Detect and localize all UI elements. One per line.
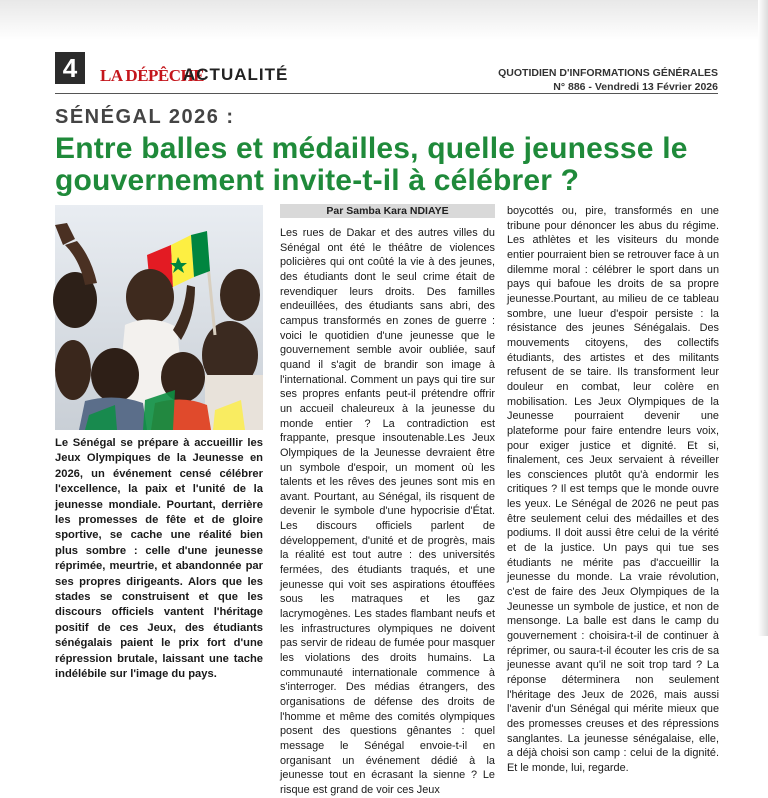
issue-line: N° 886 - Vendredi 13 Février 2026 (553, 81, 718, 93)
page-edge-shadow (758, 0, 768, 636)
article-photo (55, 205, 263, 430)
section-title: ACTUALITÉ (183, 65, 289, 84)
publication-line: QUOTIDIEN D'INFORMATIONS GÉNÉRALES (498, 67, 718, 79)
article-byline: Par Samba Kara NDIAYE (280, 204, 495, 218)
article-lead-paragraph: Le Sénégal se prépare à accueillir les Jeux Olympiques de la Jeunesse en 2026, un événement censé célébrer l'excellence, la paix et l'unité de la jeunesse mondiale. Pourtant, derrière les promesses de fête et de gloire sportive, se cache une réalité bien plus sombre : celle d'une jeunesse réprimée, meurtrie, et abandonnée par ses propres dirigeants. Alors que les stades se construisent et que les discours officiels vantent l'héritage positif de ces Jeux, des étudiants sénégalais paient le prix fort d'une répression brutale, laissant une tache indélébile sur l'image du pays. (55, 437, 263, 681)
article-kicker: SÉNÉGAL 2026 : (55, 106, 235, 128)
header-divider (55, 93, 718, 94)
article-column-3: boycottés ou, pire, transformés en une tribune pour dénoncer les abus du régime. Les athlètes et les visiteurs du monde entier pourraient bien se retrouver face à un dilemme moral : célébrer le sport dans un pays qui bafoue les droits de sa propre jeunesse.Pourtant, au milieu de ce tableau sombre, une lueur d'espoir persiste : la résistance des jeunes Sénégalais. Des mouvements citoyens, des collectifs étudiants, des artistes et des militants refusent de se taire. Ils transforment leur douleur en combat, leur colère en mobilisation. Les Jeux Olympiques de la Jeunesse pourraient devenir une plateforme pour faire entendre leurs voix, pour exiger justice et dignité. Et si, finalement, ces Jeux servaient à réveiller les consciences plutôt qu'à endormir les critiques ? Il est temps que le monde ouvre les yeux. Le Sénégal de 2026 ne peut pas être seulement celui des médailles et des podiums. Il doit aussi être celui de la vérité et de la justice. Un pays qui tue ses étudiants ne mérite pas d'accueillir la jeunesse du monde. La vraie révolution, c'est de faire des Jeux Olympiques de la Jeunesse un symbole de justice, et non de mensonge. La balle est dans le camp du gouvernement : choisira-t-il de continuer à réprimer, ou saura-t-il écouter les cris de sa jeunesse avant qu'il ne soit trop tard ? La réponse déterminera non seulement l'héritage des Jeux de 2026, mais aussi l'avenir d'un Sénégal qui mérite mieux que des promesses creuses et des répressions sanglantes. La jeunesse sénégalaise, elle, a déjà choisi son camp : celui de la dignité. Et le monde, lui, regarde. (507, 205, 719, 774)
article-column-2: Les rues de Dakar et des autres villes du Sénégal ont été le théâtre de violences policières qui ont coûté la vie à des jeunes, des étudiants dont le seul crime était de revendiquer leurs droits. Des familles endeuillées, des étudiants sans abri, des campus transformés en zones de guerre : voici le quotidien d'une jeunesse que le gouvernement semble avoir oubliée, sauf quand il s'agit de brandir son image à l'international. Comment un pays qui tire sur ses propres enfants peut-il prétendre offrir un accueil chaleureux à la jeunesse du monde entier ? La contradiction est frappante, presque insoutenable.Les Jeux Olympiques de la Jeunesse devraient être un symbole d'espoir, un moment où les talents et les rêves des jeunes sont mis en avant. Pourtant, au Sénégal, ils risquent de devenir le symbole d'une hypocrisie d'État. Les discours officiels parlent de développement, d'unité et de progrès, mais la réalité est tout autre : des universités fermées, des étudiants traqués, et une jeunesse qui voit ses aspirations étouffées sous les matraques et les gaz lacrymogènes. Les stades flambant neufs et les infrastructures olympiques ne doivent pas servir de rideau de fumée pour masquer les violations des droits humains. La communauté internationale commence à s'interroger. Des médias étrangers, des organisations de défense des droits de l'homme et même des comités olympiques posent des questions gênantes : quel message le Sénégal envoie-t-il en organisant un événement dédié à la jeunesse tout en écrasant la sienne ? Le risque est grand de voir ces Jeux (280, 227, 495, 796)
newspaper-logo: LA DÉPÊCHE (100, 66, 205, 85)
photo-young-people-with-senegal-flag-icon (55, 205, 263, 430)
page-number: 4 (55, 52, 85, 84)
page-top-shadow (0, 0, 768, 40)
publication-info (498, 66, 718, 94)
article-headline: Entre balles et médailles, quelle jeunesse le gouvernement invite-t-il à célébrer ? (55, 132, 688, 197)
